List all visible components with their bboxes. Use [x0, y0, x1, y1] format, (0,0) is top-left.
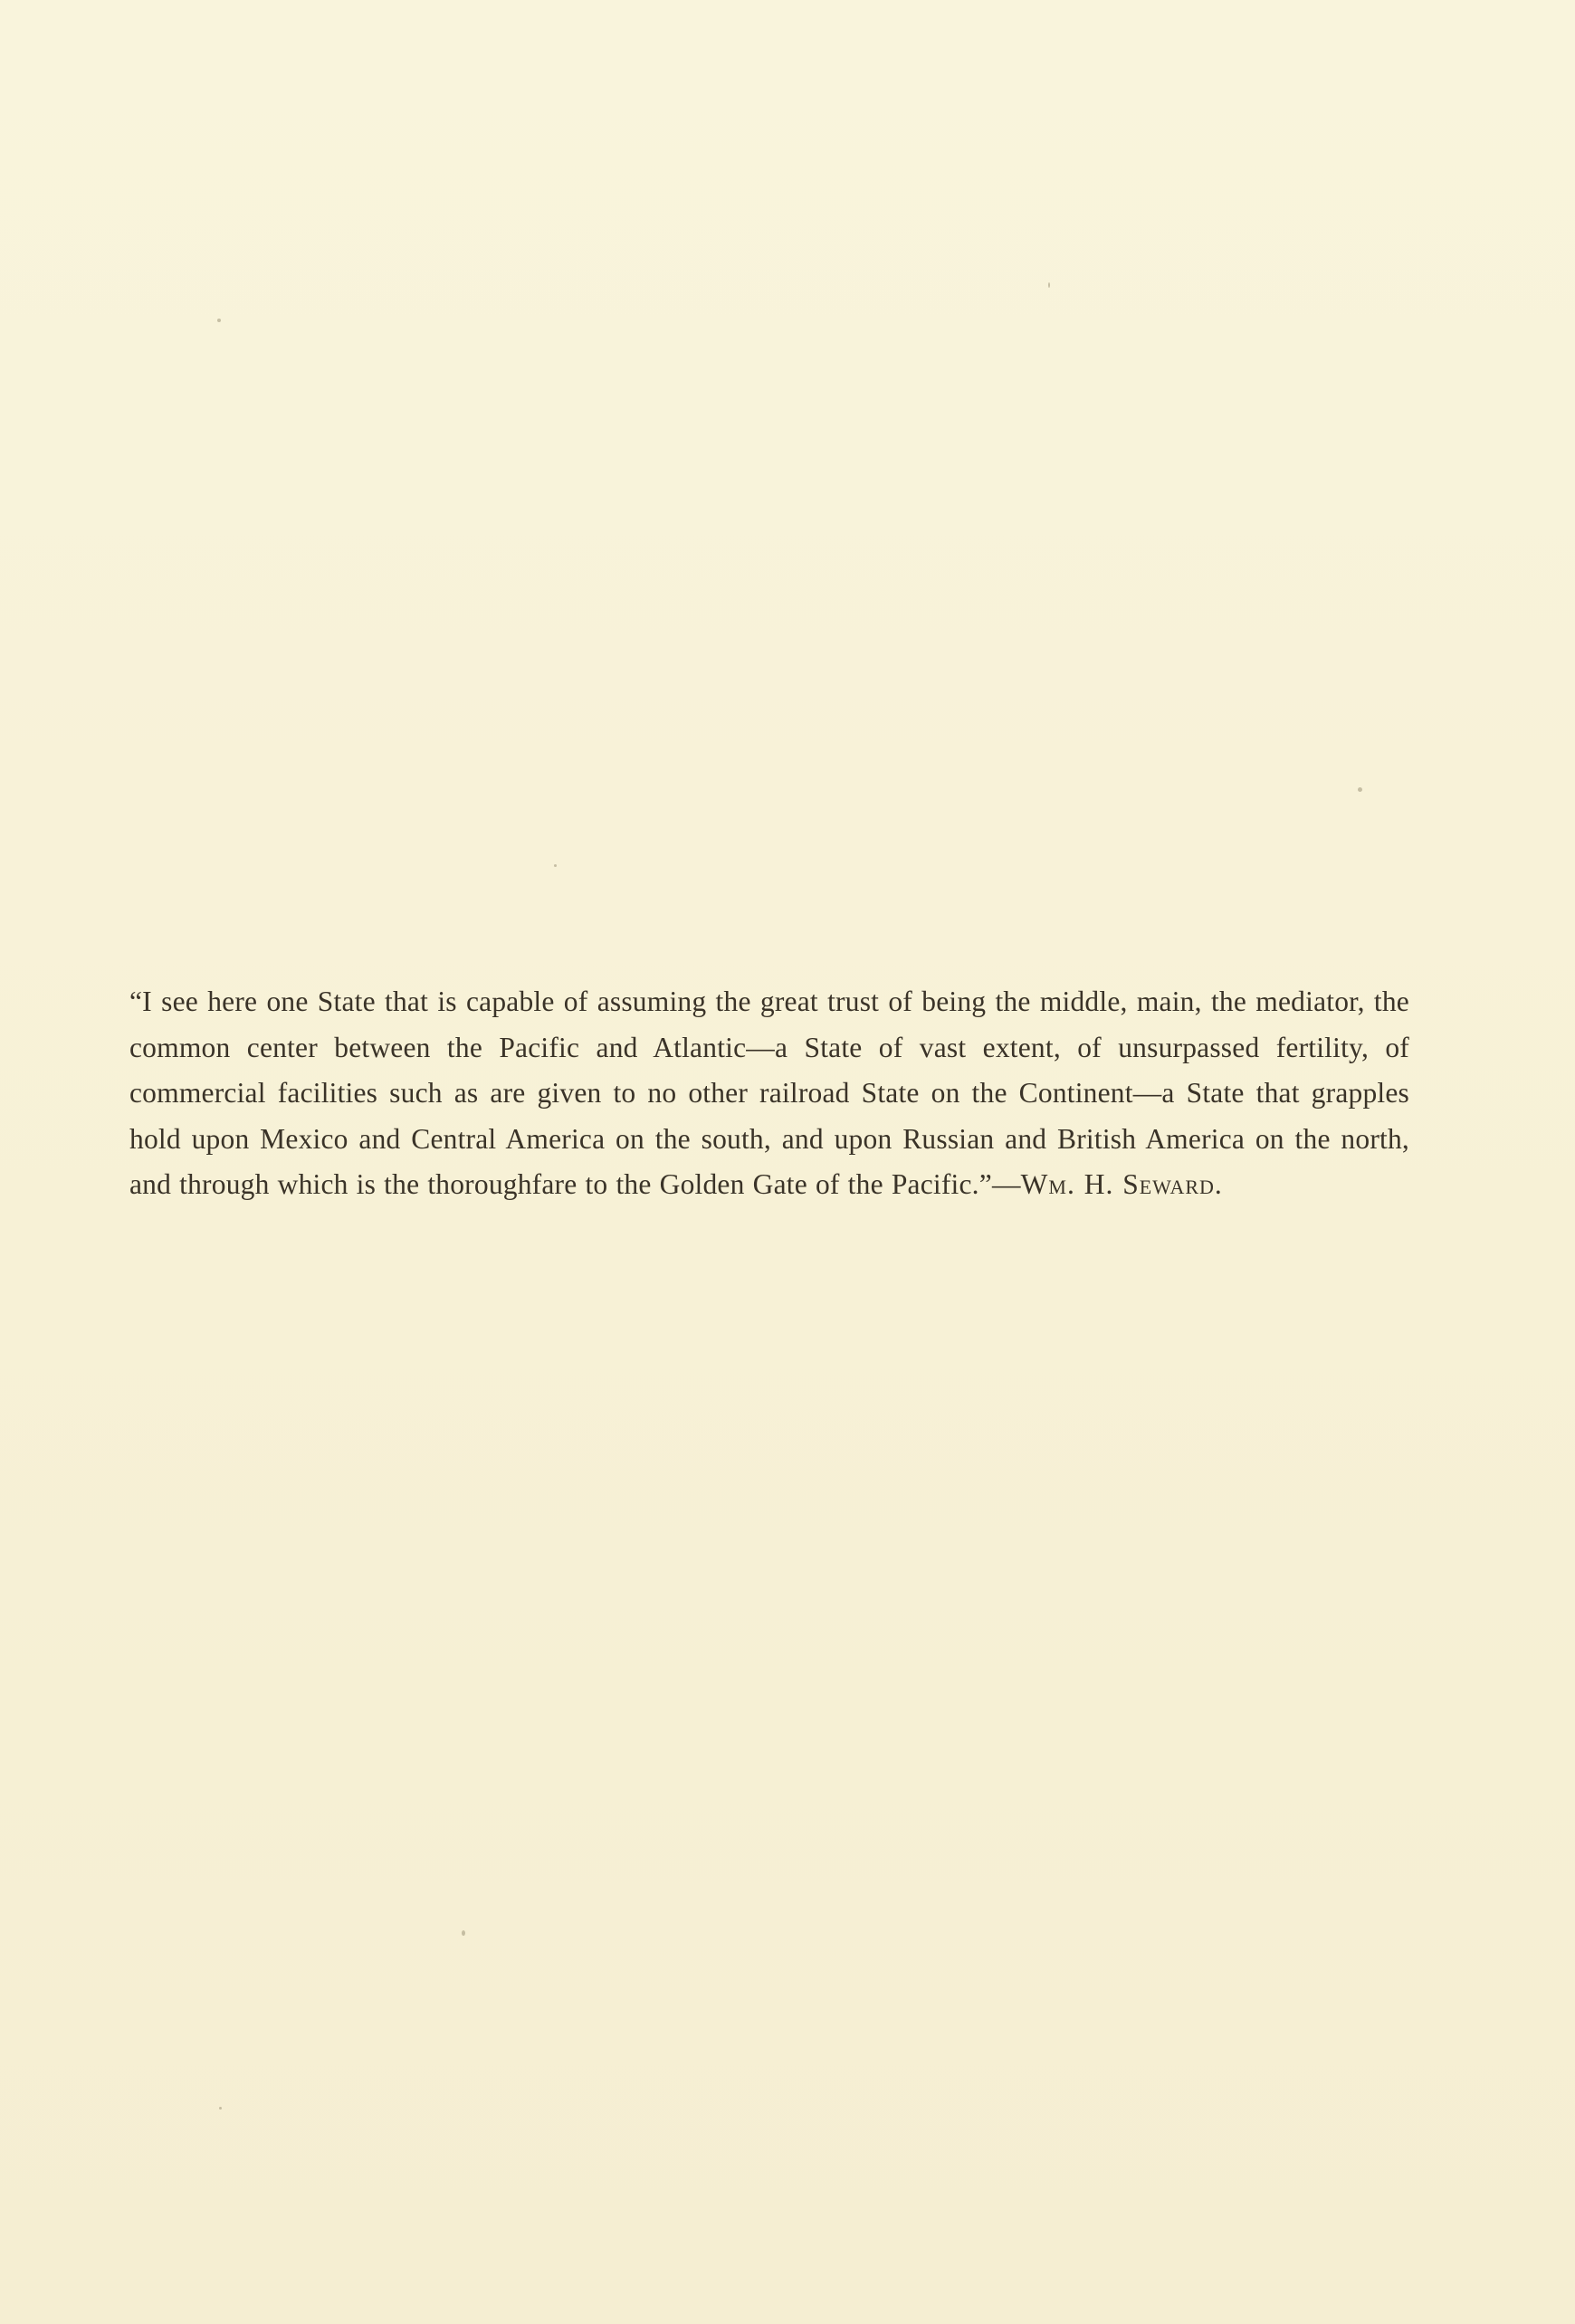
paper-speck: [1048, 282, 1050, 288]
paper-speck: [462, 1930, 465, 1936]
seward-quote: [129, 979, 1409, 1208]
paper-speck: [217, 319, 221, 322]
paper-speck: [219, 2107, 222, 2110]
quote-attribution: Wm. H. Seward.: [1020, 1168, 1223, 1200]
paper-speck: [554, 864, 557, 867]
paper-speck: [1358, 787, 1362, 792]
quote-text: “I see here one State that is capable of assuming the great trust of being the middle, main, the mediator, the common center between the Pacific and Atlantic—a State of vast extent, of unsurpassed fertility, of commercial facilities such as are given to no other railroad State on the Continent—a State that grapples hold upon Mexico and Central America on the south, and upon Russian and British America on the north, and through which is the thoroughfare to the Golden Gate of the Pacific.”—: [129, 986, 1409, 1200]
